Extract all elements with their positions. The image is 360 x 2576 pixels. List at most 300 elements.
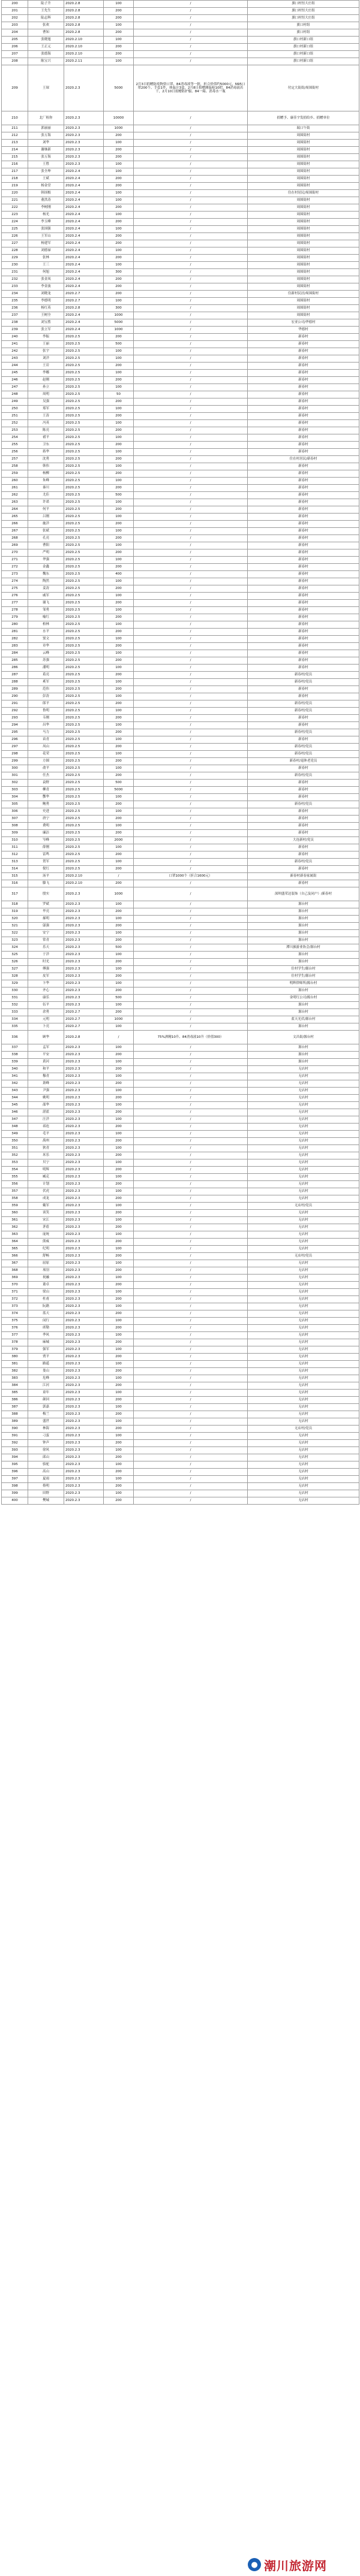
cell-donor-name: 雷鸣 xyxy=(28,851,64,859)
cell-number: 273 xyxy=(2,571,28,578)
cell-date: 2020.2.5 xyxy=(64,772,104,780)
cell-date: 2020.2.4 xyxy=(64,219,104,226)
cell-material: / xyxy=(134,837,248,844)
cell-note: 无店村 xyxy=(248,1102,359,1109)
cell-note: 新春村 xyxy=(248,449,359,456)
cell-number: 299 xyxy=(2,758,28,765)
cell-note: 无店村 xyxy=(248,1195,359,1203)
cell-number: 341 xyxy=(2,1073,28,1080)
cell-date: 2020.2.3 xyxy=(64,1188,104,1195)
table-row xyxy=(2,1303,359,1310)
cell-amount: 100 xyxy=(104,1303,134,1310)
table-row xyxy=(2,700,359,708)
cell-donor-name: 田野 xyxy=(28,1490,64,1497)
cell-amount: 200 xyxy=(104,866,134,873)
cell-donor-name: 张金凤 xyxy=(28,276,64,283)
cell-donor-name: 谢飞 xyxy=(28,600,64,607)
cell-date: 2020.2.5 xyxy=(64,341,104,348)
cell-donor-name: 任杰 xyxy=(28,772,64,780)
cell-donor-name: 鲁明 xyxy=(28,708,64,715)
cell-number: 275 xyxy=(2,585,28,593)
cell-amount: 200 xyxy=(104,233,134,240)
cell-material: / xyxy=(134,585,248,593)
cell-date: 2020.2.3 xyxy=(64,111,104,125)
cell-material: / xyxy=(134,1044,248,1052)
table-row xyxy=(2,420,359,427)
cell-number: 229 xyxy=(2,255,28,262)
cell-note: 新春村 xyxy=(248,492,359,499)
cell-note: 无店村 xyxy=(248,1246,359,1253)
cell-amount: 1000 xyxy=(104,327,134,334)
cell-donor-name: 范伟 xyxy=(28,686,64,693)
cell-donor-name: 危峰 xyxy=(28,1375,64,1382)
table-row xyxy=(2,363,359,370)
cell-amount: 100 xyxy=(104,1418,134,1426)
cell-note: 新春村 xyxy=(248,463,359,470)
table-row xyxy=(2,693,359,700)
table-row xyxy=(2,312,359,319)
cell-number: 319 xyxy=(2,908,28,916)
table-row xyxy=(2,22,359,29)
cell-donor-name: 江河 xyxy=(28,1382,64,1390)
table-row xyxy=(2,880,359,887)
cell-note: 周围街村 xyxy=(248,233,359,240)
cell-donor-name: 阮籍 xyxy=(28,1303,64,1310)
cell-donor-name: 董卓 xyxy=(28,1282,64,1289)
cell-amount: 200 xyxy=(104,132,134,140)
cell-note: 新春村/党员 xyxy=(248,859,359,866)
cell-amount: 100 xyxy=(104,1231,134,1239)
cell-date: 2020.2.10 xyxy=(64,51,104,58)
cell-amount: 200 xyxy=(104,585,134,593)
cell-date: 2020.2.3 xyxy=(64,1354,104,1361)
cell-amount: 100 xyxy=(104,557,134,564)
cell-donor-name: 郎平 xyxy=(28,700,64,708)
cell-number: 221 xyxy=(2,197,28,204)
cell-donor-name: 陆志辉 xyxy=(28,15,64,22)
cell-note: 周围街村 xyxy=(248,132,359,140)
cell-material: / xyxy=(134,549,248,557)
cell-date: 2020.2.5 xyxy=(64,801,104,808)
table-row xyxy=(2,492,359,499)
cell-note: 无店村 xyxy=(248,1217,359,1224)
cell-note: 周围街村 xyxy=(248,140,359,147)
cell-amount: 200 xyxy=(104,851,134,859)
cell-material: / xyxy=(134,1009,248,1016)
cell-donor-name: 娄山 xyxy=(28,1368,64,1375)
cell-donor-name: 梁山 xyxy=(28,1289,64,1296)
cell-material: / xyxy=(134,442,248,449)
cell-amount: 200 xyxy=(104,15,134,22)
cell-donor-name: 卜亮 xyxy=(28,1023,64,1031)
cell-date: 2020.2.4 xyxy=(64,247,104,255)
cell-note: 新春村 xyxy=(248,506,359,514)
cell-amount: 200 xyxy=(104,1224,134,1231)
cell-note: 周围街村 xyxy=(248,197,359,204)
cell-number: 256 xyxy=(2,449,28,456)
table-row xyxy=(2,111,359,125)
cell-donor-name: 顾华 xyxy=(28,1031,64,1044)
cell-number: 326 xyxy=(2,959,28,966)
cell-donor-name: 穆青 xyxy=(28,1073,64,1080)
cell-donor-name: 姚明 xyxy=(28,1095,64,1102)
cell-material: / xyxy=(134,1404,248,1411)
cell-material: / xyxy=(134,593,248,600)
table-row xyxy=(2,851,359,859)
cell-date: 2020.2.5 xyxy=(64,765,104,772)
cell-note: 无店村 xyxy=(248,1397,359,1404)
cell-material: / xyxy=(134,1,248,8)
cell-note: 无店村 xyxy=(248,1346,359,1354)
cell-amount: 100 xyxy=(104,930,134,937)
cell-note: 无店村 xyxy=(248,1131,359,1138)
cell-number: 288 xyxy=(2,679,28,686)
cell-note: 无店村 xyxy=(248,1382,359,1390)
cell-donor-name: 贝宁 xyxy=(28,1159,64,1167)
table-row xyxy=(2,8,359,15)
cell-number: 230 xyxy=(2,262,28,269)
cell-amount: 200 xyxy=(104,959,134,966)
table-row xyxy=(2,29,359,37)
cell-donor-name: 王先生 xyxy=(28,8,64,15)
cell-note: 无店村 xyxy=(248,1310,359,1318)
cell-amount: 200 xyxy=(104,1267,134,1275)
cell-date: 2020.2.5 xyxy=(64,758,104,765)
cell-material: / xyxy=(134,851,248,859)
table-row xyxy=(2,132,359,140)
table-row xyxy=(2,621,359,629)
cell-number: 263 xyxy=(2,499,28,506)
cell-date: 2020.2.3 xyxy=(64,1195,104,1203)
cell-donor-name: 陈宝兴 xyxy=(28,58,64,65)
cell-number: 305 xyxy=(2,801,28,808)
cell-number: 365 xyxy=(2,1246,28,1253)
cell-note: 新春村 xyxy=(248,514,359,521)
table-row xyxy=(2,442,359,449)
cell-material: / xyxy=(134,132,248,140)
cell-amount: 100 xyxy=(104,478,134,485)
cell-number: 334 xyxy=(2,1016,28,1023)
cell-date: 2020.2.5 xyxy=(64,478,104,485)
cell-number: 391 xyxy=(2,1433,28,1440)
cell-number: 374 xyxy=(2,1310,28,1318)
cell-date: 2020.2.4 xyxy=(64,312,104,319)
table-row xyxy=(2,987,359,995)
cell-amount: 200 xyxy=(104,334,134,341)
cell-note: 源台村 xyxy=(248,1009,359,1016)
cell-amount: 200 xyxy=(104,1095,134,1102)
cell-material: / xyxy=(134,1246,248,1253)
cell-donor-name: 华强 xyxy=(28,557,64,564)
cell-material: / xyxy=(134,363,248,370)
cell-material: / xyxy=(134,528,248,535)
cell-number: 340 xyxy=(2,1066,28,1073)
cell-amount: 100 xyxy=(104,621,134,629)
cell-note: 新春村 xyxy=(248,370,359,377)
cell-material: / xyxy=(134,140,248,147)
cell-amount: 500 xyxy=(104,995,134,1002)
table-row xyxy=(2,844,359,851)
table-row xyxy=(2,672,359,679)
cell-donor-name: 卞华 xyxy=(28,980,64,987)
cell-number: 364 xyxy=(2,1239,28,1246)
table-row xyxy=(2,1145,359,1152)
cell-note: 无店村 xyxy=(248,1159,359,1167)
cell-donor-name: 曹阳 xyxy=(28,542,64,549)
cell-material: / xyxy=(134,29,248,37)
table-row xyxy=(2,427,359,434)
cell-number: 208 xyxy=(2,58,28,65)
cell-donor-name: 褚平 xyxy=(28,434,64,442)
table-row xyxy=(2,607,359,614)
cell-donor-name: 祝融 xyxy=(28,1275,64,1282)
cell-number: 220 xyxy=(2,190,28,197)
cell-note: 无店村 xyxy=(248,1181,359,1188)
cell-date: 2020.2.5 xyxy=(64,406,104,413)
cell-date: 2020.2.5 xyxy=(64,348,104,355)
cell-date: 2020.2.4 xyxy=(64,240,104,247)
cell-number: 339 xyxy=(2,1059,28,1066)
cell-note: 文昌街/源台村 xyxy=(248,1031,359,1044)
cell-number: 350 xyxy=(2,1138,28,1145)
cell-date: 2020.2.4 xyxy=(64,262,104,269)
cell-number: 354 xyxy=(2,1167,28,1174)
table-row xyxy=(2,816,359,823)
cell-amount: 200 xyxy=(104,908,134,916)
cell-donor-name: 陈亮 xyxy=(28,427,64,434)
cell-material: / xyxy=(134,44,248,51)
cell-date: 2020.2.3 xyxy=(64,1469,104,1476)
cell-material: / xyxy=(134,1253,248,1260)
cell-material: / xyxy=(134,1109,248,1116)
cell-amount: 200 xyxy=(104,255,134,262)
cell-donor-name: 于洋 xyxy=(28,952,64,959)
cell-donor-name: 徐风 xyxy=(28,1447,64,1454)
table-row xyxy=(2,212,359,219)
cell-donor-name: 刘晓龙 xyxy=(28,291,64,298)
cell-amount: 200 xyxy=(104,600,134,607)
cell-note: 新春村 xyxy=(248,334,359,341)
cell-donor-name: 季风 xyxy=(28,1332,64,1339)
cell-amount: 200 xyxy=(104,614,134,621)
cell-material: / xyxy=(134,1310,248,1318)
cell-amount: 200 xyxy=(104,1469,134,1476)
cell-donor-name: 张德海 xyxy=(28,51,64,58)
cell-date: 2020.2.5 xyxy=(64,614,104,621)
cell-amount: 100 xyxy=(104,449,134,456)
cell-donor-name: 董洪涛 xyxy=(28,197,64,204)
cell-donor-name: 马力 xyxy=(28,729,64,736)
table-row xyxy=(2,952,359,959)
cell-amount: 100 xyxy=(104,1375,134,1382)
cell-date: 2020.2.3 xyxy=(64,1181,104,1188)
cell-material: / xyxy=(134,672,248,679)
cell-date: 2020.2.5 xyxy=(64,844,104,851)
table-row xyxy=(2,937,359,944)
cell-number: 356 xyxy=(2,1181,28,1188)
cell-note: 无店村 xyxy=(248,1116,359,1124)
cell-note: 无店村 xyxy=(248,1138,359,1145)
cell-date: 2020.2.3 xyxy=(64,887,104,901)
cell-date: 2020.2.5 xyxy=(64,643,104,650)
cell-number: 343 xyxy=(2,1088,28,1095)
table-row xyxy=(2,1023,359,1031)
cell-donor-name: 茅盾 xyxy=(28,1224,64,1231)
cell-material: / xyxy=(134,952,248,959)
cell-donor-name: 李金波 xyxy=(28,283,64,291)
table-row xyxy=(2,305,359,312)
cell-date: 2020.2.3 xyxy=(64,1404,104,1411)
table-row xyxy=(2,1447,359,1454)
cell-number: 383 xyxy=(2,1375,28,1382)
table-row xyxy=(2,973,359,980)
cell-donor-name: 杨柳 xyxy=(28,470,64,478)
cell-note: 新春村 xyxy=(248,794,359,801)
table-row xyxy=(2,1361,359,1368)
table-row xyxy=(2,65,359,111)
cell-number: 336 xyxy=(2,1031,28,1044)
cell-number: 324 xyxy=(2,944,28,952)
cell-date: 2020.2.10 xyxy=(64,44,104,51)
cell-date: 2020.2.5 xyxy=(64,456,104,463)
cell-number: 207 xyxy=(2,51,28,58)
cell-date: 2020.2.5 xyxy=(64,363,104,370)
cell-donor-name: 孙立 xyxy=(28,384,64,391)
cell-amount: 200 xyxy=(104,456,134,463)
cell-material: / xyxy=(134,1102,248,1109)
table-row xyxy=(2,787,359,794)
cell-note: 新春村/党员 xyxy=(248,772,359,780)
cell-donor-name: 花荣 xyxy=(28,751,64,758)
cell-donor-name: 郝明 xyxy=(28,916,64,923)
cell-amount: 100 xyxy=(104,348,134,355)
cell-date: 2020.2.11 xyxy=(64,58,104,65)
cell-material: / xyxy=(134,1174,248,1181)
table-row xyxy=(2,377,359,384)
cell-donor-name: 林海 xyxy=(28,1426,64,1433)
cell-amount: 2000 xyxy=(104,837,134,844)
cell-note: 新春村 xyxy=(248,542,359,549)
table-row xyxy=(2,1497,359,1505)
cell-material: / xyxy=(134,348,248,355)
cell-material: / xyxy=(134,1296,248,1303)
cell-date: 2020.2.5 xyxy=(64,823,104,830)
cell-note: 住在村居民/新春村 xyxy=(248,456,359,463)
cell-number: 226 xyxy=(2,233,28,240)
cell-note: 无店村 xyxy=(248,1318,359,1325)
cell-date: 2020.2.3 xyxy=(64,980,104,987)
cell-date: 2020.2.10 xyxy=(64,880,104,887)
cell-date: 2020.2.3 xyxy=(64,1275,104,1282)
cell-amount: 100 xyxy=(104,1002,134,1009)
cell-amount: 100 xyxy=(104,420,134,427)
cell-date: 2020.2.4 xyxy=(64,226,104,233)
cell-donor-name: 喻红 xyxy=(28,614,64,621)
cell-donor-name: 俞平 xyxy=(28,765,64,772)
cell-donor-name: 王正元 xyxy=(28,44,64,51)
cell-material: / xyxy=(134,204,248,212)
cell-date: 2020.2.5 xyxy=(64,571,104,578)
table-row xyxy=(2,944,359,952)
cell-number: 287 xyxy=(2,672,28,679)
cell-material: / xyxy=(134,1066,248,1073)
cell-material: / xyxy=(134,1059,248,1066)
cell-date: 2020.2.4 xyxy=(64,283,104,291)
cell-material: / xyxy=(134,492,248,499)
cell-date: 2020.2.5 xyxy=(64,420,104,427)
cell-number: 321 xyxy=(2,923,28,930)
cell-material: / xyxy=(134,1303,248,1310)
cell-material: / xyxy=(134,161,248,168)
cell-amount: 200 xyxy=(104,1296,134,1303)
cell-donor-name: 成龙 xyxy=(28,1195,64,1203)
cell-note: 新春村/党员 xyxy=(248,751,359,758)
cell-material: / xyxy=(134,772,248,780)
cell-amount: 500 xyxy=(104,944,134,952)
cell-note: 新春村 xyxy=(248,585,359,593)
cell-material: / xyxy=(134,643,248,650)
cell-number: 317 xyxy=(2,887,28,901)
cell-material: / xyxy=(134,319,248,327)
cell-donor-name: 皮军 xyxy=(28,973,64,980)
cell-date: 2020.2.3 xyxy=(64,1426,104,1433)
cell-note: 无店村 xyxy=(248,1260,359,1267)
cell-number: 392 xyxy=(2,1440,28,1447)
cell-date: 2020.2.5 xyxy=(64,521,104,528)
cell-number: 238 xyxy=(2,319,28,327)
cell-note: 源台村 xyxy=(248,987,359,995)
cell-date: 2020.2.5 xyxy=(64,722,104,729)
cell-date: 2020.2.3 xyxy=(64,1116,104,1124)
cell-material: / xyxy=(134,1418,248,1426)
cell-material: / xyxy=(134,470,248,478)
cell-date: 2020.2.5 xyxy=(64,607,104,614)
cell-donor-name: 舒畅 xyxy=(28,1253,64,1260)
cell-donor-name: 张国强 xyxy=(28,226,64,233)
cell-number: 344 xyxy=(2,1095,28,1102)
cell-date: 2020.2.5 xyxy=(64,506,104,514)
cell-date: 2020.2.5 xyxy=(64,679,104,686)
cell-note: 旗口村恒大庄组 xyxy=(248,8,359,15)
cell-donor-name: 姜涛 xyxy=(28,585,64,593)
cell-amount: 100 xyxy=(104,58,134,65)
cell-date: 2020.2.3 xyxy=(64,1073,104,1080)
cell-number: 325 xyxy=(2,952,28,959)
cell-material: / xyxy=(134,312,248,319)
cell-material: / xyxy=(134,1131,248,1138)
cell-date: 2020.2.3 xyxy=(64,1124,104,1131)
cell-note: 旗口村新口组 xyxy=(248,37,359,44)
cell-number: 241 xyxy=(2,341,28,348)
table-row xyxy=(2,1124,359,1131)
cell-note: 无店村 xyxy=(248,1095,359,1102)
cell-material: / xyxy=(134,700,248,708)
cell-note: 源台村 xyxy=(248,1023,359,1031)
cell-note: 周围街村 xyxy=(248,226,359,233)
cell-note: 深圳盛荣达装饰（自己及同户）/新春村 xyxy=(248,887,359,901)
cell-number: 323 xyxy=(2,937,28,944)
cell-donor-name: 王三 xyxy=(28,262,64,269)
cell-material: / xyxy=(134,1016,248,1023)
table-row xyxy=(2,449,359,456)
cell-date: 2020.2.5 xyxy=(64,391,104,398)
cell-number: 313 xyxy=(2,859,28,866)
cell-amount: 200 xyxy=(104,485,134,492)
cell-number: 209 xyxy=(2,65,28,111)
cell-amount: 100 xyxy=(104,794,134,801)
cell-date: 2020.2.3 xyxy=(64,1231,104,1239)
cell-amount: 100 xyxy=(104,1390,134,1397)
